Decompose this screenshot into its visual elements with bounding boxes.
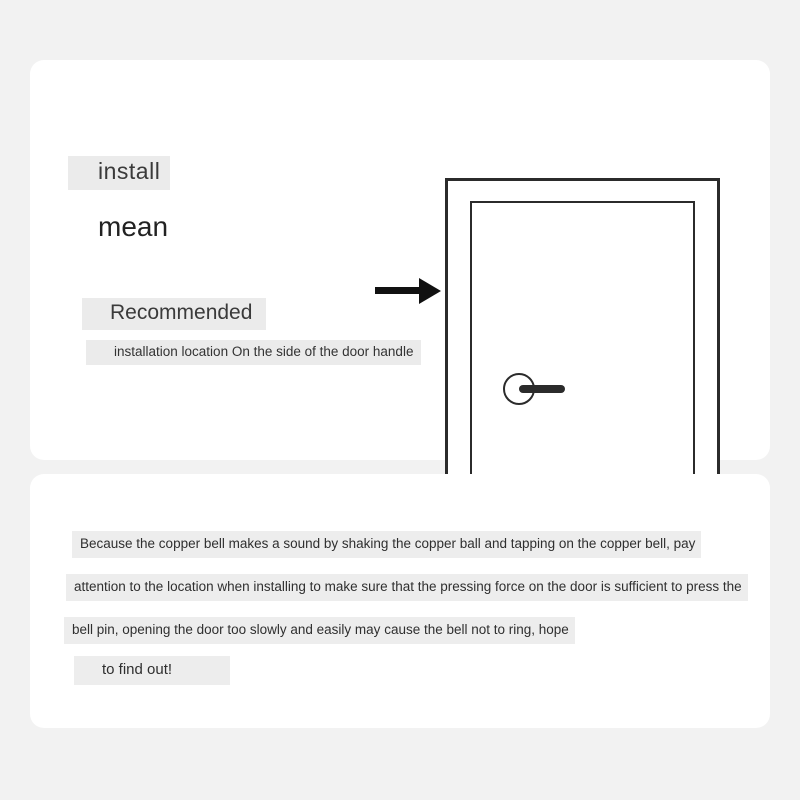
mean-label: mean: [98, 211, 169, 242]
notice-line: Because the copper bell makes a sound by shaking the copper ball and tapping on the copper bell, pay: [72, 531, 701, 558]
notice-line: to find out!: [74, 656, 230, 685]
arrow-head: [419, 278, 441, 304]
door-inner-panel: [470, 201, 695, 518]
door-handle-icon: [503, 373, 565, 405]
install-label: install: [68, 156, 170, 190]
installation-card: [30, 60, 770, 460]
notice-line: bell pin, opening the door too slowly and easily may cause the bell not to ring, hope: [64, 617, 575, 644]
recommended-label: Recommended: [82, 298, 266, 330]
arrow-right-icon: [375, 278, 443, 304]
installation-location-label: installation location On the side of the door handle: [86, 340, 421, 365]
door-handle-lever: [519, 385, 565, 393]
arrow-shaft: [375, 287, 423, 294]
notice-line: attention to the location when installing to make sure that the pressing force on the door is sufficient to press the: [66, 574, 748, 601]
door-illustration: [445, 178, 720, 518]
notice-card: [30, 474, 770, 728]
